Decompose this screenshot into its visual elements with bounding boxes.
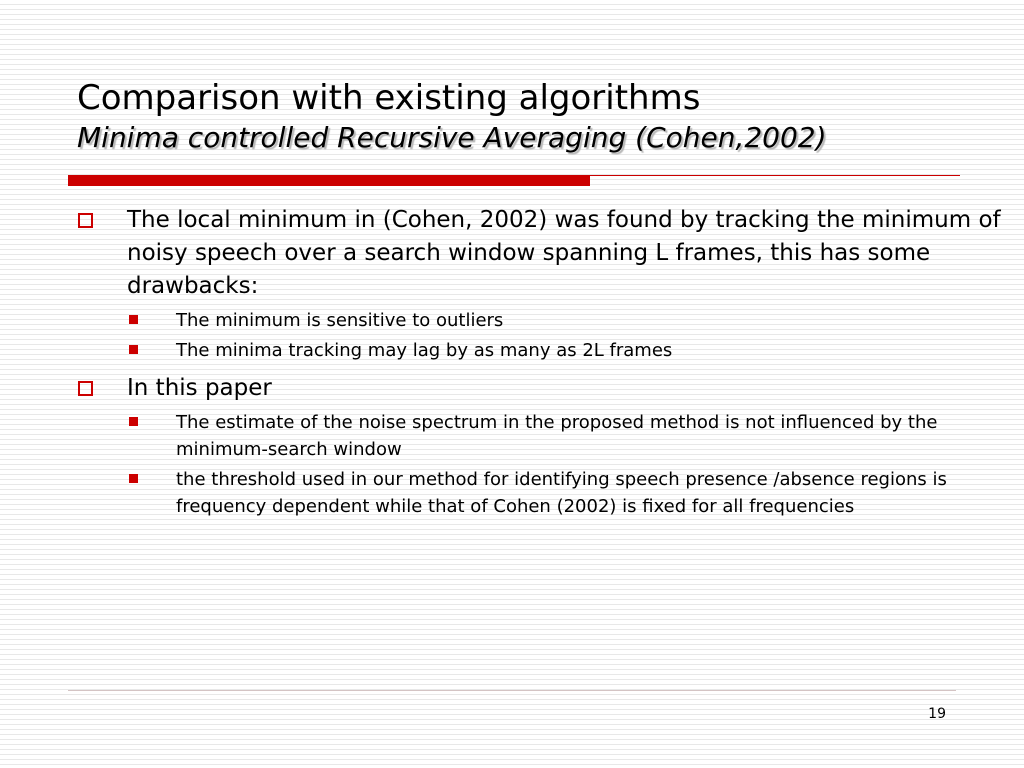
bullet-text: In this paper [127, 375, 272, 401]
slide-title: Comparison with existing algorithms [77, 78, 701, 118]
sub-bullet-text: The minima tracking may lag by as many as 2L frames [176, 340, 673, 361]
bullet-list [76, 204, 1016, 520]
sub-bullet-item [76, 307, 1016, 334]
sub-bullet-text: The minimum is sensitive to outliers [176, 310, 504, 331]
sub-bullet-item [76, 466, 1016, 520]
filled-square-bullet-icon [129, 345, 138, 354]
filled-square-bullet-icon [129, 474, 138, 483]
hollow-square-bullet-icon [78, 381, 93, 396]
sub-bullet-item [76, 409, 1016, 463]
slide-subtitle: Minima controlled Recursive Averaging (Cohen,2002) [77, 121, 827, 154]
sub-bullet-text: the threshold used in our method for identifying speech presence /absence regions is frequency dependent while that of Cohen (2002) is fixed for all frequencies [176, 469, 947, 517]
footer-divider [68, 690, 956, 691]
filled-square-bullet-icon [129, 315, 138, 324]
filled-square-bullet-icon [129, 417, 138, 426]
page-number: 19 [928, 706, 946, 722]
sub-bullet-item [76, 337, 1016, 364]
title-accent-bar [68, 175, 590, 186]
bullet-item [76, 372, 1016, 405]
title-accent-line [590, 175, 960, 176]
bullet-text: The local minimum in (Cohen, 2002) was found by tracking the minimum of noisy speech over a search window spanning L frames, this has some drawbacks: [127, 207, 1001, 299]
bullet-item [76, 204, 1016, 303]
hollow-square-bullet-icon [78, 213, 93, 228]
title-block [77, 76, 1007, 156]
sub-bullet-text: The estimate of the noise spectrum in the proposed method is not influenced by the minimum-search window [176, 412, 938, 460]
